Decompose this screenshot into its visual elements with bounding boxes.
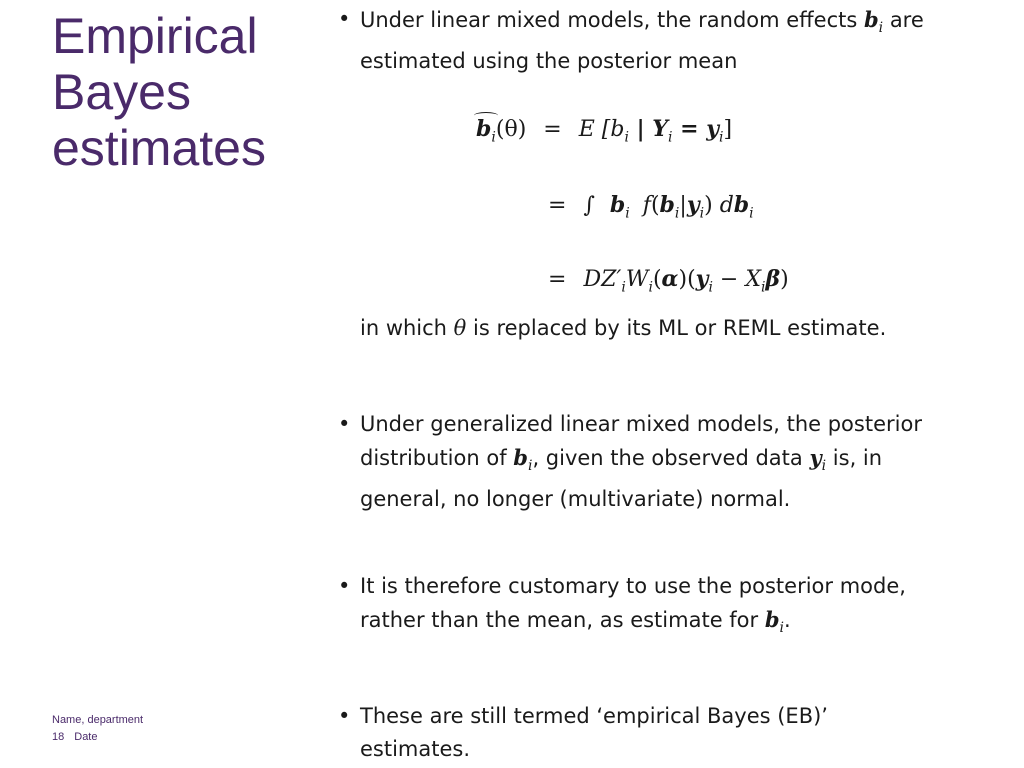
bullet-2 <box>340 408 960 516</box>
after-post: is replaced by its ML or REML estimate. <box>466 316 887 340</box>
footer-date: Date <box>74 731 98 743</box>
symbol-b: b <box>733 192 750 218</box>
bullet-2-text-b: distribution of <box>360 446 514 470</box>
symbol-i: i <box>667 129 673 146</box>
slide-footer <box>52 712 143 746</box>
eq1-rhs-tail2: = y <box>672 116 719 142</box>
symbol-b: b <box>863 7 879 32</box>
equals-sign: = <box>548 267 567 292</box>
symbol-i: i <box>648 279 653 296</box>
symbol-i: i <box>625 205 630 222</box>
bullet-3 <box>340 570 960 645</box>
equation-line-3: = $DZ'_iW_i(\alpha)(y_i - X_i\beta)$ <box>548 266 789 296</box>
bullet-1-text-b: are <box>883 8 924 32</box>
symbol-b: b <box>476 116 492 142</box>
bullet-1 <box>340 3 960 78</box>
eq1-rhs: E [b <box>578 117 625 142</box>
symbol-i: i <box>821 458 827 475</box>
symbol-b: b <box>659 192 675 218</box>
symbol-i: i <box>527 458 533 475</box>
symbol-i: i <box>878 20 884 37</box>
theta-symbol: θ <box>453 316 467 340</box>
bullet-3-text-a: It is therefore customary to use the posterior mode, <box>360 574 906 598</box>
symbol-b: b <box>609 192 626 218</box>
symbol-i: i <box>624 129 629 146</box>
symbol-i: i <box>621 279 626 296</box>
title-line: estimates <box>52 120 266 176</box>
slide-title <box>52 8 312 176</box>
bullet-2-text-e: general, no longer (multivariate) normal. <box>360 487 791 512</box>
eq3-rhs: DZ′ <box>583 267 622 292</box>
bullet-1-text-c: estimated using the posterior mean <box>360 49 738 74</box>
bullet-3-text-b: rather than the mean, as estimate for <box>360 608 765 632</box>
equals-sign: = <box>548 193 567 218</box>
bullet-dot: • <box>338 574 351 598</box>
symbol-i: i <box>674 205 680 222</box>
bullet-2-text-a: Under generalized linear mixed models, the posterior <box>360 412 922 436</box>
equals-sign: = <box>543 117 562 142</box>
symbol-b: b <box>513 445 528 470</box>
symbol-i: i <box>491 129 496 146</box>
footer-name-department: Name, department <box>52 714 144 726</box>
title-line: Empirical <box>52 8 258 64</box>
symbol-i: i <box>708 279 713 296</box>
bullet-dot: • <box>338 412 351 436</box>
bullet-4 <box>340 700 960 766</box>
equation-line-1: $b_i(\theta) = E$ [$b_i$ | $Y_i = y_i$] <box>476 116 733 146</box>
bullet-dot: • <box>338 704 351 728</box>
symbol-i: i <box>719 129 724 146</box>
bullet-2-text-d: is, in <box>826 446 883 470</box>
equation-line-2: = ∫ $b_i$ $f(b_i|y_i)$ $db_i$ <box>548 192 754 222</box>
bullet-2-text-c: , given the observed data <box>532 446 810 470</box>
page-number: 18 <box>52 731 65 743</box>
symbol-y: y <box>809 445 822 470</box>
symbol-i: i <box>699 205 705 222</box>
bullet-1-continuation <box>360 312 886 345</box>
after-pre: in which <box>360 316 454 340</box>
symbol-i: i <box>749 205 754 222</box>
eq1-lhs: (θ) <box>495 117 527 142</box>
eq1-rhs-tail: | Y <box>628 116 668 142</box>
symbol-y: y <box>686 192 700 218</box>
symbol-i: i <box>779 620 785 637</box>
symbol-b: b <box>764 607 780 632</box>
bullet-1-text-a: Under linear mixed models, the random effects <box>360 8 864 32</box>
bullet-4-text-a: These are still termed ‘empirical Bayes (EB)’ <box>360 704 828 728</box>
bullet-dot: • <box>338 7 351 31</box>
symbol-y: y <box>695 266 709 292</box>
bullet-4-text-b: estimates. <box>360 737 471 761</box>
integral-sign: ∫ <box>583 193 595 218</box>
symbol-i: i <box>761 279 766 296</box>
bullet-3-text-c: . <box>784 608 791 632</box>
title-line: Bayes <box>52 64 191 120</box>
